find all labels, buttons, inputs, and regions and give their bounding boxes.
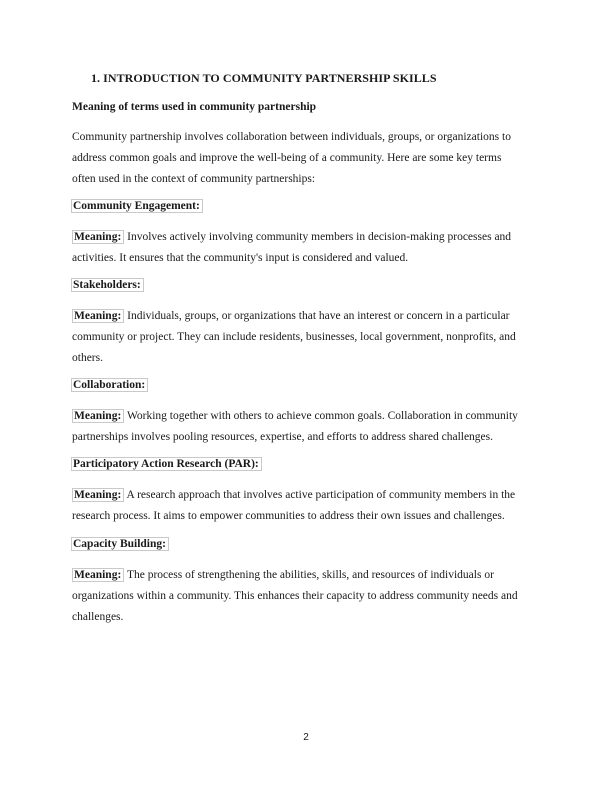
definition-line — [72, 306, 544, 327]
term-title: Stakeholders: — [71, 278, 144, 292]
definition-line — [72, 485, 544, 506]
term-title: Capacity Building: — [71, 537, 169, 551]
definition-line: research process. It aims to empower communities to address their own issues and challenges. — [72, 510, 505, 522]
intro-line: often used in the context of community partnerships: — [72, 173, 316, 185]
definition-line — [72, 406, 544, 427]
intro-paragraph — [72, 127, 544, 190]
term-heading-capacity-building — [71, 538, 169, 550]
definition-line: partnerships involves pooling resources, expertise, and efforts to address shared challenges. — [72, 431, 494, 443]
term-title: Participatory Action Research (PAR): — [71, 457, 262, 471]
term-definition-collaboration — [72, 406, 544, 448]
definition-text: The process of strengthening the abilities, skills, and resources of individuals or — [124, 569, 494, 581]
definition-text: Individuals, groups, or organizations that have an interest or concern in a particular — [124, 310, 510, 322]
term-heading-collaboration — [71, 379, 148, 391]
meaning-label: Meaning: — [72, 488, 124, 502]
definition-text: A research approach that involves active participation of community members in the — [124, 489, 516, 501]
definition-line — [72, 565, 544, 586]
meaning-label: Meaning: — [72, 409, 124, 423]
term-title: Community Engagement: — [71, 199, 203, 213]
definition-line: others. — [72, 352, 103, 364]
term-definition-participatory-action-research — [72, 485, 544, 527]
definition-text: Working together with others to achieve common goals. Collaboration in community — [124, 410, 518, 422]
meaning-label: Meaning: — [72, 230, 124, 244]
meaning-label: Meaning: — [72, 309, 124, 323]
meaning-label: Meaning: — [72, 568, 124, 582]
intro-line: address common goals and improve the well-being of a community. Here are some key terms — [72, 152, 502, 164]
definition-line: activities. It ensures that the community's input is considered and valued. — [72, 252, 409, 264]
term-title: Collaboration: — [71, 378, 148, 392]
definition-line: challenges. — [72, 611, 124, 623]
term-heading-participatory-action-research — [71, 458, 262, 470]
definition-line: organizations within a community. This enhances their capacity to address community needs and — [72, 590, 518, 602]
intro-line: Community partnership involves collaboration between individuals, groups, or organizations to — [72, 131, 511, 143]
term-definition-stakeholders — [72, 306, 544, 369]
definition-line — [72, 227, 544, 248]
section-heading: 1. INTRODUCTION TO COMMUNITY PARTNERSHIP SKILLS — [91, 71, 437, 85]
subheading: Meaning of terms used in community partnership — [72, 101, 317, 113]
term-definition-community-engagement — [72, 227, 544, 269]
definition-line: community or project. They can include residents, businesses, local government, nonprofits, and — [72, 331, 516, 343]
definition-text: Involves actively involving community members in decision-making processes and — [124, 231, 512, 243]
term-definition-capacity-building — [72, 565, 544, 628]
page-number: 2 — [303, 732, 309, 743]
term-heading-stakeholders — [71, 279, 144, 291]
term-heading-community-engagement — [71, 200, 203, 212]
